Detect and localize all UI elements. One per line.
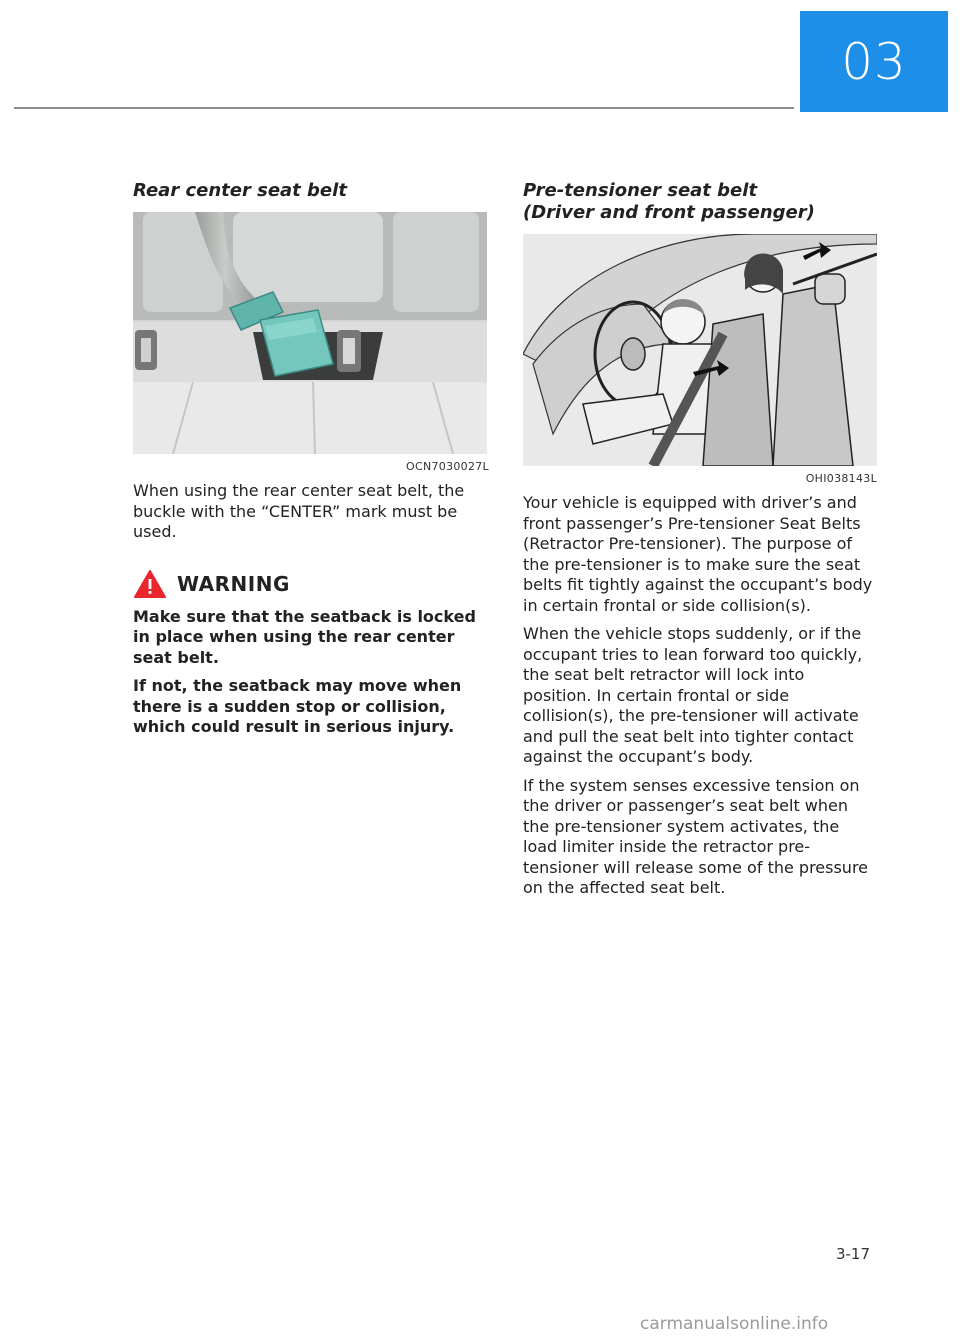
figure-code: OCN7030027L bbox=[406, 460, 489, 473]
chapter-tab: 03 bbox=[800, 11, 948, 112]
warning-title: WARNING bbox=[177, 571, 290, 596]
left-column bbox=[133, 180, 489, 738]
section-title-rear-center: Rear center seat belt bbox=[133, 180, 347, 201]
watermark: carmanualsonline.info bbox=[640, 1314, 829, 1334]
page-number: 3-17 bbox=[835, 1245, 870, 1263]
pretensioner-paragraph-2: When the vehicle stops suddenly, or if the occupant tries to lean forward too quickly, the seat belt retractor will lock into position. In certain frontal or side collision(s), the pre-tensioner will activate and pull the seat belt into tighter contact against the occupant’s body. bbox=[523, 624, 863, 766]
warning-header bbox=[133, 569, 489, 599]
warning-line-2: If not, the seatback may move when there is a sudden stop or collision, which could result in serious injury. bbox=[133, 676, 462, 736]
pretensioner-paragraph-3: If the system senses excessive tension on the driver or passenger’s seat belt when the pre-tensioner system activates, the load limiter inside the retractor pre-tensioner will release some of the pressure on the affected seat belt. bbox=[523, 775, 869, 897]
section-title-pretensioner bbox=[523, 180, 877, 224]
pretensioner-illustration bbox=[523, 234, 877, 466]
warning-line-1: Make sure that the seatback is locked in place when using the rear center seat belt. bbox=[133, 606, 476, 667]
header-rule bbox=[14, 107, 794, 109]
pretensioner-figure bbox=[523, 234, 877, 485]
rear-center-belt-figure bbox=[133, 212, 489, 473]
warning-triangle-icon bbox=[133, 569, 167, 599]
section-title-line-2: (Driver and front passenger) bbox=[523, 202, 815, 223]
figure-code: OHI038143L bbox=[805, 472, 877, 485]
rear-center-paragraph: When using the rear center seat belt, the buckle with the “CENTER” mark must be used. bbox=[133, 481, 465, 541]
pretensioner-paragraph-1: Your vehicle is equipped with driver’s and front passenger’s Pre-tensioner Seat Belts (Retractor Pre-tensioner). The purpose of the pre-tensioner is to make sure the seat belts fit tightly against the occupant’s body in certain frontal or side collision(s). bbox=[523, 493, 873, 615]
rear-seat-buckle-illustration bbox=[133, 212, 487, 454]
section-title-line-1: Pre-tensioner seat belt bbox=[523, 180, 758, 201]
right-column bbox=[523, 180, 877, 899]
